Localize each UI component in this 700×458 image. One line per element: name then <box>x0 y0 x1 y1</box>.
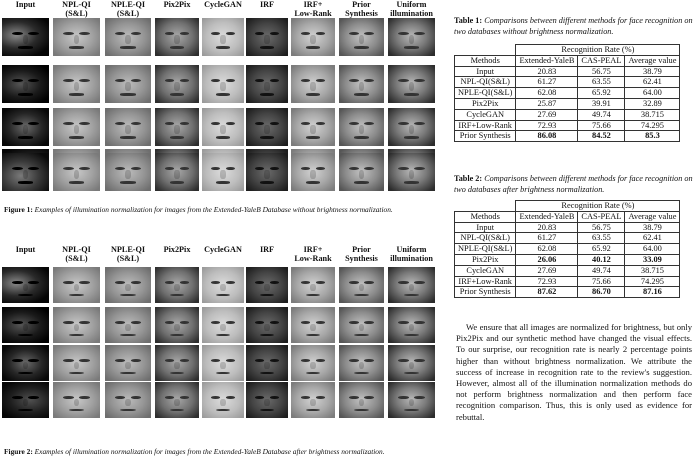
rebuttal-paragraph: We ensure that all images are normalized for brightness, but only Pix2Pix and our synthetic method have changed the visual effects. To our surprise, our recognition rate is nearly 2 percentage points higher than without brightness normalization. We attribute the success of increase in recognition rate to the review's suggestion. However, almost all of the illumination normalization methods do not perform brightness normalization and then perform face recognition comparison. Thus, this is only used as evidence for rebuttal. <box>456 322 692 422</box>
table-row <box>455 233 680 244</box>
cell-caspeal: 49.74 <box>578 265 625 276</box>
face-image <box>155 307 199 343</box>
cell-yaleb: 61.27 <box>516 77 578 88</box>
face-image <box>388 65 435 103</box>
face-image <box>2 153 49 191</box>
face-image <box>53 153 100 191</box>
face-image <box>105 307 151 343</box>
cell-yaleb: 27.69 <box>516 109 578 120</box>
cell-avg: 64.00 <box>625 244 680 255</box>
cell-method: CycleGAN <box>455 265 516 276</box>
cell-yaleb: 25.87 <box>516 98 578 109</box>
figure-2-caption-text: Examples of illumination normalization for images from the Extended-YaleB Database after brightness normalization. <box>32 447 385 456</box>
table-1-caption <box>454 16 694 37</box>
cell-caspeal: 75.66 <box>578 120 625 131</box>
table-row <box>455 254 680 265</box>
cell-avg: 85.3 <box>625 131 680 142</box>
face-image <box>105 382 151 418</box>
face-image <box>2 382 49 418</box>
table-row <box>455 131 680 142</box>
cell-yaleb: 61.27 <box>516 233 578 244</box>
face-image <box>246 267 288 303</box>
cell-avg: 74.295 <box>625 276 680 287</box>
table-row <box>455 287 680 298</box>
figure-2-caption-label: Figure 2: <box>4 447 33 456</box>
face-image <box>155 153 199 191</box>
face-image <box>291 18 335 56</box>
face-image <box>291 65 335 103</box>
cell-yaleb: 72.93 <box>516 120 578 131</box>
face-image <box>105 65 151 103</box>
face-image <box>388 307 435 343</box>
table-2-caption <box>454 174 694 195</box>
face-image <box>291 153 335 191</box>
cell-method: NPLE-QI(S&L) <box>455 244 516 255</box>
face-image <box>246 18 288 56</box>
column-header-2: NPLE-QI (S&L) <box>110 0 146 18</box>
face-image <box>246 65 288 103</box>
cell-avg: 38.715 <box>625 265 680 276</box>
face-image <box>53 307 100 343</box>
face-image <box>105 153 151 191</box>
cell-caspeal: 75.66 <box>578 276 625 287</box>
face-image <box>339 345 384 381</box>
face-image <box>339 382 384 418</box>
face-image <box>388 108 435 146</box>
cell-yaleb: 62.08 <box>516 88 578 99</box>
table-corner <box>455 201 516 212</box>
cell-method: IRF+Low-Rank <box>455 276 516 287</box>
face-image <box>202 65 244 103</box>
cell-avg: 38.79 <box>625 222 680 233</box>
face-image <box>105 345 151 381</box>
face-image <box>246 108 288 146</box>
cell-yaleb: 20.83 <box>516 66 578 77</box>
face-image <box>105 18 151 56</box>
cell-method: Prior Synthesis <box>455 287 516 298</box>
column-header-0: Input <box>15 245 36 254</box>
face-image <box>388 345 435 381</box>
cell-avg: 38.79 <box>625 66 680 77</box>
column-header: Methods <box>455 211 516 222</box>
cell-avg: 33.09 <box>625 254 680 265</box>
face-image <box>246 345 288 381</box>
table-2-caption-text: Comparisons between different methods for face recognition on two databases after brightness normalization. <box>454 174 693 194</box>
column-header-7: Prior Synthesis <box>345 0 378 18</box>
face-image <box>202 267 244 303</box>
column-header-8: Uniform illumination <box>390 0 433 18</box>
face-image <box>155 108 199 146</box>
face-image <box>388 153 435 191</box>
cell-method: NPL-QI(S&L) <box>455 77 516 88</box>
face-image <box>2 267 49 303</box>
cell-method: Pix2Pix <box>455 254 516 265</box>
face-image <box>2 18 49 56</box>
figure-1-caption-text: Examples of illumination normalization for images from the Extended-YaleB Database without brightness normalization. <box>32 205 393 214</box>
cell-method: IRF+Low-Rank <box>455 120 516 131</box>
column-header: Extended-YaleB <box>516 211 578 222</box>
table-row <box>455 66 680 77</box>
cell-yaleb: 27.69 <box>516 265 578 276</box>
face-image <box>2 108 49 146</box>
table-row <box>455 88 680 99</box>
face-image <box>155 18 199 56</box>
face-image <box>291 345 335 381</box>
table-1-label: Table 1: <box>454 16 483 25</box>
face-image <box>202 18 244 56</box>
cell-caspeal: 40.12 <box>578 254 625 265</box>
cell-method: CycleGAN <box>455 109 516 120</box>
table-row <box>455 244 680 255</box>
face-image <box>291 307 335 343</box>
face-image <box>155 382 199 418</box>
column-header-0: Input <box>15 0 36 9</box>
table-row <box>455 265 680 276</box>
face-image <box>2 307 49 343</box>
face-image <box>339 65 384 103</box>
group-header: Recognition Rate (%) <box>516 45 680 56</box>
column-header-3: Pix2Pix <box>163 245 191 254</box>
cell-avg: 38.715 <box>625 109 680 120</box>
cell-method: NPL-QI(S&L) <box>455 233 516 244</box>
table-1 <box>454 44 680 142</box>
figure-2-caption <box>4 447 385 456</box>
cell-yaleb: 62.08 <box>516 244 578 255</box>
face-image <box>246 382 288 418</box>
cell-avg: 64.00 <box>625 88 680 99</box>
cell-avg: 32.89 <box>625 98 680 109</box>
cell-caspeal: 39.91 <box>578 98 625 109</box>
face-image <box>53 65 100 103</box>
cell-yaleb: 87.62 <box>516 287 578 298</box>
table-1-caption-text: Comparisons between different methods for face recognition on two databases without brightness normalization. <box>454 16 693 36</box>
cell-yaleb: 86.08 <box>516 131 578 142</box>
face-image <box>246 153 288 191</box>
face-image <box>53 267 100 303</box>
cell-avg: 62.41 <box>625 77 680 88</box>
column-header-1: NPL-QI (S&L) <box>62 0 91 18</box>
face-image <box>53 382 100 418</box>
cell-avg: 62.41 <box>625 233 680 244</box>
face-image <box>291 108 335 146</box>
table-2-label: Table 2: <box>454 174 483 183</box>
face-image <box>155 345 199 381</box>
column-header: Extended-YaleB <box>516 55 578 66</box>
group-header: Recognition Rate (%) <box>516 201 680 212</box>
cell-method: NPLE-QI(S&L) <box>455 88 516 99</box>
column-header-4: CycleGAN <box>204 245 242 254</box>
face-image <box>339 108 384 146</box>
face-image <box>339 18 384 56</box>
table-row <box>455 276 680 287</box>
table-corner <box>455 45 516 56</box>
cell-caspeal: 63.55 <box>578 233 625 244</box>
face-image <box>53 18 100 56</box>
figure-1-caption-label: Figure 1: <box>4 205 33 214</box>
column-header-2: NPLE-QI (S&L) <box>110 245 146 263</box>
cell-method: Input <box>455 222 516 233</box>
column-header-4: CycleGAN <box>204 0 242 9</box>
column-header-5: IRF <box>259 245 275 254</box>
face-image <box>155 65 199 103</box>
cell-caspeal: 56.75 <box>578 222 625 233</box>
cell-caspeal: 65.92 <box>578 244 625 255</box>
face-image <box>339 153 384 191</box>
column-header: CAS-PEAL <box>578 55 625 66</box>
face-image <box>2 345 49 381</box>
face-image <box>53 345 100 381</box>
column-header-6: IRF+ Low-Rank <box>294 245 332 263</box>
face-image <box>105 108 151 146</box>
column-header: Average value <box>625 55 680 66</box>
face-image <box>202 153 244 191</box>
table-row <box>455 98 680 109</box>
face-image <box>155 267 199 303</box>
face-image <box>339 307 384 343</box>
cell-avg: 74.295 <box>625 120 680 131</box>
table-2 <box>454 200 680 298</box>
column-header: CAS-PEAL <box>578 211 625 222</box>
table-row <box>455 120 680 131</box>
column-header-8: Uniform illumination <box>390 245 433 263</box>
cell-caspeal: 84.52 <box>578 131 625 142</box>
face-image <box>105 267 151 303</box>
column-header-5: IRF <box>259 0 275 9</box>
cell-caspeal: 49.74 <box>578 109 625 120</box>
column-header: Methods <box>455 55 516 66</box>
cell-method: Pix2Pix <box>455 98 516 109</box>
face-image <box>246 307 288 343</box>
face-image <box>339 267 384 303</box>
table-row <box>455 77 680 88</box>
figure-1-grid <box>0 0 450 205</box>
face-image <box>388 18 435 56</box>
cell-method: Prior Synthesis <box>455 131 516 142</box>
cell-caspeal: 65.92 <box>578 88 625 99</box>
figure-1-caption <box>4 205 393 214</box>
table-row <box>455 222 680 233</box>
cell-yaleb: 26.06 <box>516 254 578 265</box>
face-image <box>202 108 244 146</box>
column-header-3: Pix2Pix <box>163 0 191 9</box>
column-header: Average value <box>625 211 680 222</box>
cell-caspeal: 56.75 <box>578 66 625 77</box>
cell-caspeal: 86.70 <box>578 287 625 298</box>
face-image <box>291 382 335 418</box>
cell-caspeal: 63.55 <box>578 77 625 88</box>
column-header-6: IRF+ Low-Rank <box>294 0 332 18</box>
face-image <box>202 307 244 343</box>
cell-yaleb: 72.93 <box>516 276 578 287</box>
face-image <box>53 108 100 146</box>
table-row <box>455 109 680 120</box>
figure-2-grid <box>0 245 450 445</box>
face-image <box>388 267 435 303</box>
face-image <box>2 65 49 103</box>
cell-method: Input <box>455 66 516 77</box>
column-header-7: Prior Synthesis <box>345 245 378 263</box>
face-image <box>291 267 335 303</box>
cell-yaleb: 20.83 <box>516 222 578 233</box>
cell-avg: 87.16 <box>625 287 680 298</box>
face-image <box>388 382 435 418</box>
column-header-1: NPL-QI (S&L) <box>62 245 91 263</box>
face-image <box>202 382 244 418</box>
face-image <box>202 345 244 381</box>
